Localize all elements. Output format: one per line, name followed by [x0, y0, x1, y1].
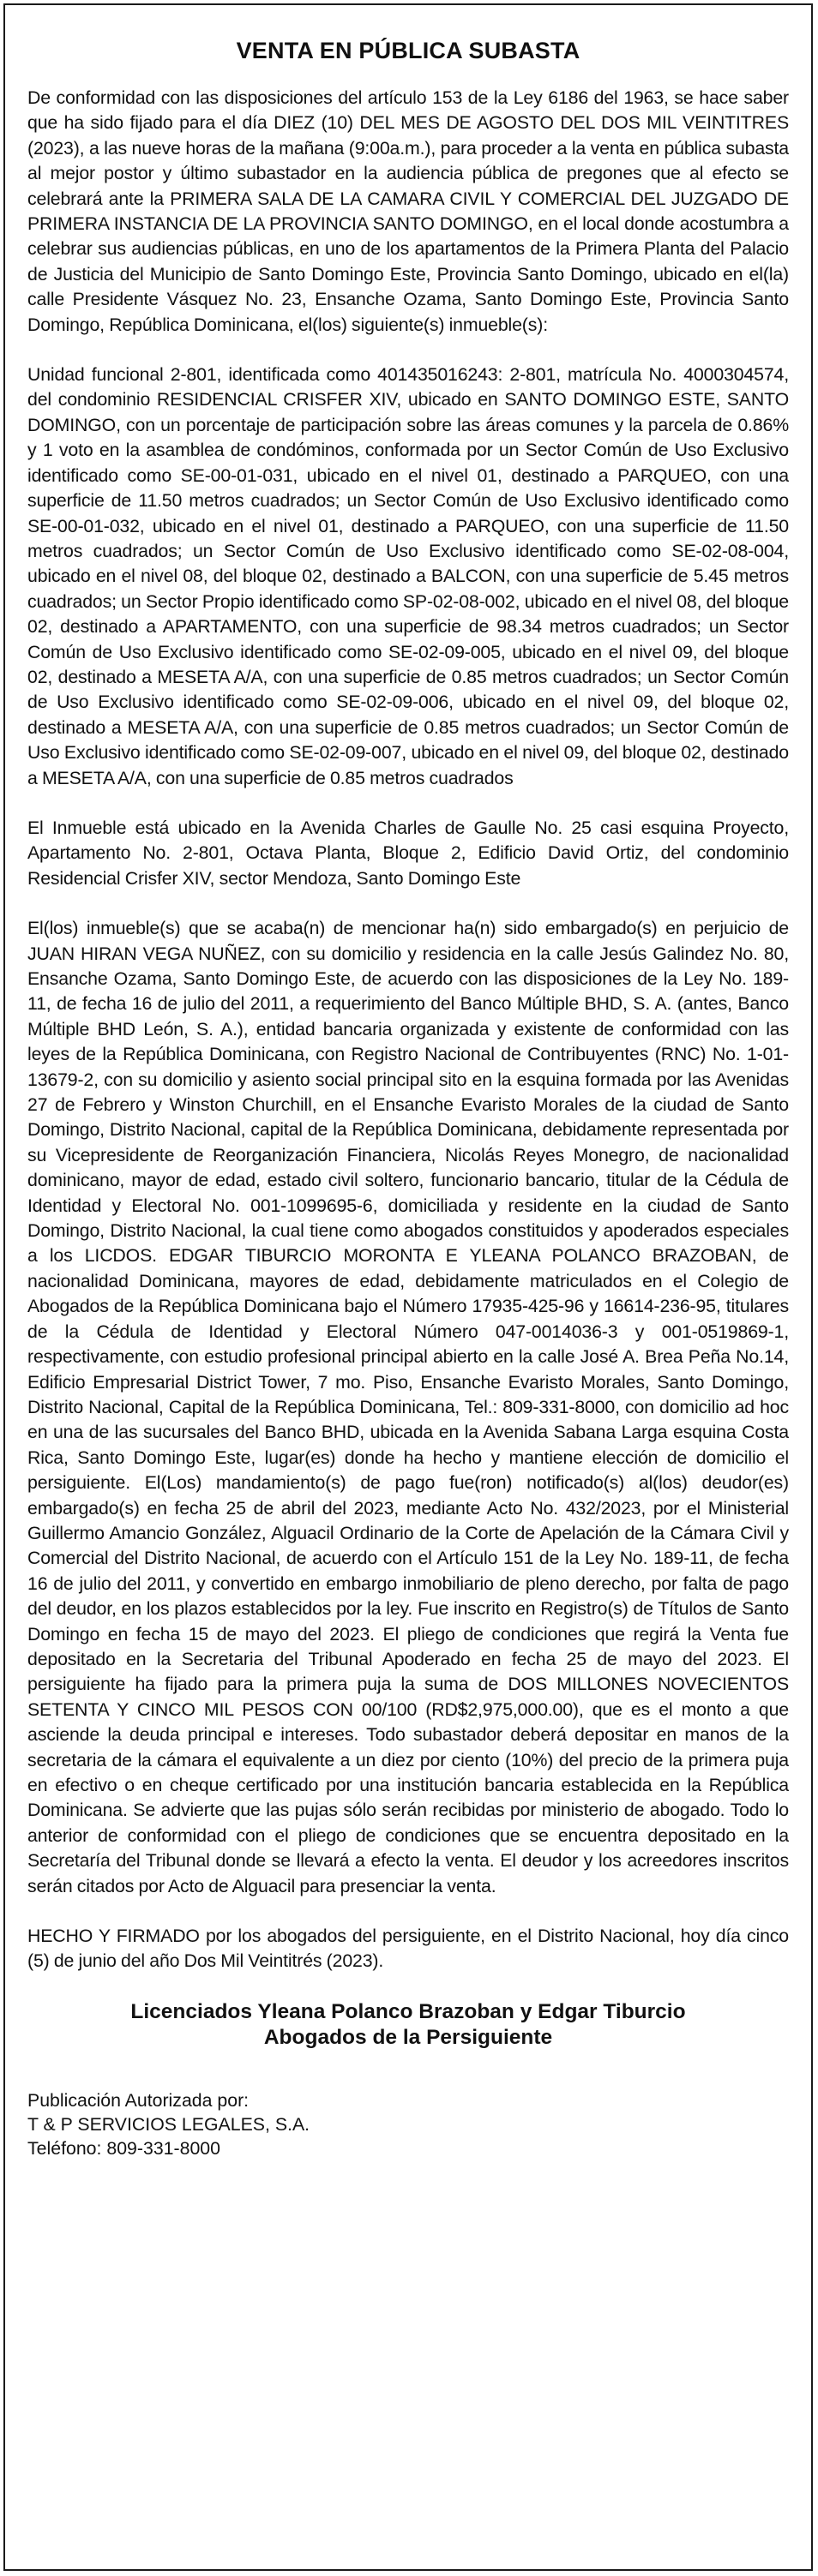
paragraph-announcement: De conformidad con las disposiciones del artículo 153 de la Ley 6186 del 1963, se hace saber que ha sido fijado para el día DIEZ (10) DEL MES DE AGOSTO DEL DOS MIL VEINTITRES (2023), a las nueve horas de la mañana (9:00a.m.), para proceder a la venta en pública subasta al mejor postor y último subastador en la audiencia pública de pregones que al efecto se celebrará ante la PRIMERA SALA DE LA CAMARA CIVIL Y COMERCIAL DEL JUZGADO DE PRIMERA INSTANCIA DE LA PROVINCIA SANTO DOMINGO, en el local donde acostumbra a celebrar sus audiencias públicas, en uno de los apartamentos de la Primera Planta del Palacio de Justicia del Municipio de Santo Domingo Este, Provincia Santo Domingo, ubicado en el(la) calle Presidente Vásquez No. 23, Ensanche Ozama, Santo Domingo Este, Provincia Santo Domingo, República Dominicana, el(los) siguiente(s) inmueble(s): [27, 87, 789, 335]
legal-notice [3, 3, 813, 2571]
paragraph-signed-statement: HECHO Y FIRMADO por los abogados del persiguiente, en el Distrito Nacional, hoy día cinco (5) de junio del año Dos Mil Veintitrés (2023). [27, 1926, 789, 1972]
notice-title: VENTA EN PÚBLICA SUBASTA [236, 38, 580, 63]
signers-block [27, 1999, 789, 2051]
publication-footer [27, 2088, 789, 2160]
footer-phone: Teléfono: 809-331-8000 [27, 2137, 220, 2159]
paragraph-seizure-details: El(los) inmueble(s) que se acaba(n) de mencionar ha(n) sido embargado(s) en perjuicio de JUAN HIRAN VEGA NUÑEZ, con su domicilio y residencia en la calle Jesús Galindez No. 80, Ensanche Ozama, Santo Domingo Este, de acuerdo con las disposiciones de la Ley No. 189-11, de fecha 16 de julio del 2011, a requerimiento del Banco Múltiple BHD, S. A. (antes, Banco Múltiple BHD León, S. A.), entidad bancaria organizada y existente de conformidad con las leyes de la República Dominicana, con Registro Nacional de Contribuyentes (RNC) No. 1-01-13679-2, con su domicilio y asiento social principal sito en la esquina formada por las Avenidas 27 de Febrero y Winston Churchill, en el Ensanche Evaristo Morales de la ciudad de Santo Domingo, Distrito Nacional, capital de la República Dominicana, debidamente representada por su Vicepresidente de Reorganización Financiera, Nicolás Reyes Monegro, de nacionalidad dominicano, mayor de edad, estado civil soltero, funcionario bancario, titular de la Cédula de Identidad y Electoral No. 001-1099695-6, domiciliada y residente en la ciudad de Santo Domingo, Distrito Nacional, la cual tiene como abogados constituidos y apoderados especiales a los LICDOS. EDGAR TIBURCIO MORONTA E YLEANA POLANCO BRAZOBAN, de nacionalidad Dominicana, mayores de edad, debidamente matriculados en el Colegio de Abogados de la República Dominicana bajo el Número 17935-425-96 y 16614-236-95, titulares de la Cédula de Identidad y Electoral Número 047-0014036-3 y 001-0519869-1, respectivamente, con estudio profesional principal abierto en la calle José A. Brea Peña No.14, Edificio Empresarial District Tower, 7 mo. Piso, Ensanche Evaristo Morales, Santo Domingo, Distrito Nacional, Capital de la República Dominicana, Tel.: 809-331-8000, con domicilio ad hoc en una de las sucursales del Banco BHD, ubicada en la Avenida Sabana Larga esquina Costa Rica, Santo Domingo Este, lugar(es) donde ha hecho y mantiene elección de domicilio el persiguiente. El(Los) mandamiento(s) de pago fue(ron) notificado(s) al(los) deudor(es) embargado(s) en fecha 25 de abril del 2023, mediante Acto No. 432/2023, por el Ministerial Guillermo Amancio González, Alguacil Ordinario de la Corte de Apelación de la Cámara Civil y Comercial del Distrito Nacional, de acuerdo con el Artículo 151 de la Ley No. 189-11, de fecha 16 de julio del 2011, y convertido en embargo inmobiliario de pleno derecho, por falta de pago del deudor, en los plazos establecidos por la ley. Fue inscrito en Registro(s) de Títulos de Santo Domingo en fecha 15 de mayo del 2023. El pliego de condiciones que regirá la Venta fue depositado en la Secretaria del Tribunal Apoderado en fecha 25 de mayo del 2023. El persiguiente ha fijado para la primera puja la suma de DOS MILLONES NOVECIENTOS SETENTA Y CINCO MIL PESOS CON 00/100 (RD$2,975,000.00), que es el monto a que asciende la deuda principal e intereses. Todo subastador deberá depositar en manos de la secretaria de la cámara el equivalente a un diez por ciento (10%) del precio de la primera puja en efectivo o en cheque certificado por una institución bancaria establecida en la República Dominicana. Se advierte que las pujas sólo serán recibidas por ministerio de abogado. Todo lo anterior de conformidad con el pliego de condiciones que se encuentra depositado en la Secretaría del Tribunal donde se llevará a efecto la venta. El deudor y los acreedores inscritos serán citados por Acto de Alguacil para presenciar la venta. [27, 918, 789, 1896]
footer-company: T & P SERVICIOS LEGALES, S.A. [27, 2113, 310, 2135]
signers-names: Licenciados Yleana Polanco Brazoban y Edgar Tiburcio [130, 1999, 686, 2023]
paragraph-property-location: El Inmueble está ubicado en la Avenida Charles de Gaulle No. 25 casi esquina Proyecto, Apartamento No. 2-801, Octava Planta, Bloque 2, Edificio David Ortiz, del condominio Residencial Crisfer XIV, sector Mendoza, Santo Domingo Este [27, 817, 789, 889]
signers-role: Abogados de la Persiguiente [263, 2025, 553, 2049]
paragraph-property-description: Unidad funcional 2-801, identificada como 401435016243: 2-801, matrícula No. 4000304574, del condominio RESIDENCIAL CRISFER XIV, ubicado en SANTO DOMINGO ESTE, SANTO DOMINGO, con un porcentaje de participación sobre las áreas comunes y la parcela de 0.86% y 1 voto en la asamblea de condóminos, conformada por un Sector Común de Uso Exclusivo identificado como SE-00-01-031, ubicado en el nivel 01, destinado a PARQUEO, con una superficie de 11.50 metros cuadrados; un Sector Común de Uso Exclusivo identificado como SE-00-01-032, ubicado en el nivel 01, destinado a PARQUEO, con una superficie de 11.50 metros cuadrados; un Sector Común de Uso Exclusivo identificado como SE-02-08-004, ubicado en el nivel 08, del bloque 02, destinado a BALCON, con una superficie de 5.45 metros cuadrados; un Sector Propio identificado como SP-02-08-002, ubicado en el nivel 08, del bloque 02, destinado a APARTAMENTO, con una superficie de 98.34 metros cuadrados; un Sector Común de Uso Exclusivo identificado como SE-02-09-005, ubicado en el nivel 09, del bloque 02, destinado a MESETA A/A, con una superficie de 0.85 metros cuadrados; un Sector Común de Uso Exclusivo identificado como SE-02-09-006, ubicado en el nivel 09, del bloque 02, destinado a MESETA A/A, con una superficie de 0.85 metros cuadrados; un Sector Común de Uso Exclusivo identificado como SE-02-09-007, ubicado en el nivel 09, del bloque 02, destinado a MESETA A/A, con una superficie de 0.85 metros cuadrados [27, 364, 789, 788]
footer-authorized-by: Publicación Autorizada por: [27, 2089, 250, 2111]
